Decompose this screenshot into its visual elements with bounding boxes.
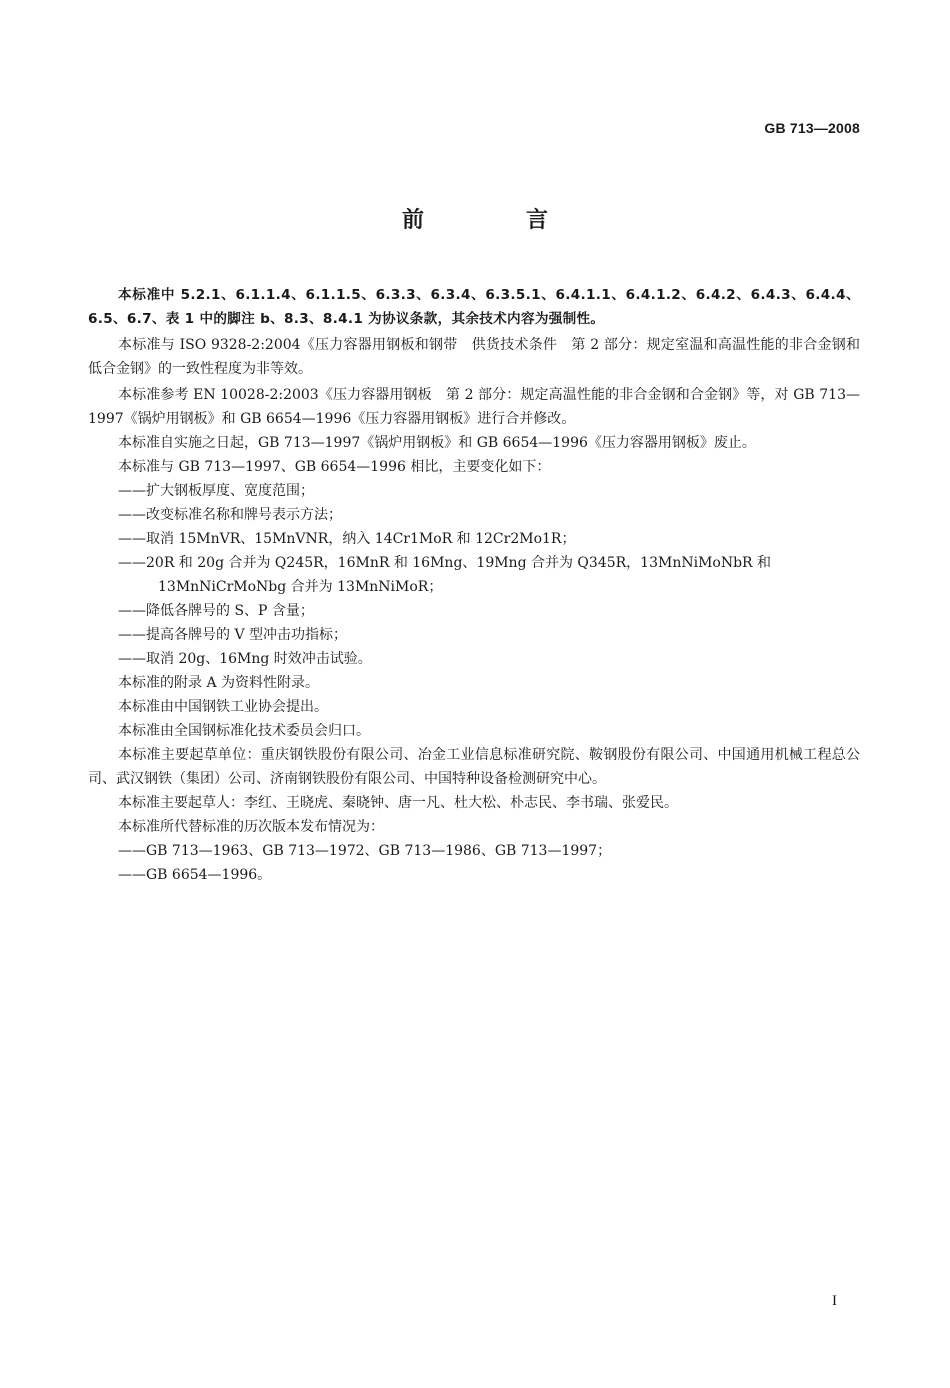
history-list	[88, 839, 860, 887]
supersede-paragraph: 本标准自实施之日起，GB 713—1997《锅炉用钢板》和 GB 6654—1996《压力容器用钢板》废止。	[118, 435, 756, 451]
list-item: ——GB 6654—1996。	[118, 867, 272, 883]
list-item: ——改变标准名称和牌号表示方法；	[118, 507, 342, 523]
changes-list	[88, 479, 860, 671]
list-item: ——取消 15MnVR、15MnVNR，纳入 14Cr1MoR 和 12Cr2Mo1R；	[118, 531, 576, 547]
changes-intro-paragraph: 本标准与 GB 713—1997、GB 6654—1996 相比，主要变化如下：	[118, 459, 551, 475]
drafters-paragraph: 本标准主要起草人：李红、王晓虎、秦晓钟、唐一凡、杜大松、朴志民、李书瑞、张爱民。	[118, 795, 678, 811]
proposer-paragraph: 本标准由中国钢铁工业协会提出。	[118, 699, 328, 715]
list-item: ——取消 20g、16Mng 时效冲击试验。	[118, 651, 372, 667]
list-item: ——GB 713—1963、GB 713—1972、GB 713—1986、GB 713—1997；	[118, 843, 612, 859]
list-item	[88, 551, 860, 599]
page-title: 前 言	[401, 208, 588, 233]
history-intro-paragraph: 本标准所代替标准的历次版本发布情况为：	[118, 819, 384, 835]
document-code: GB 713—2008	[764, 120, 860, 136]
document-body	[88, 283, 860, 887]
list-item-continuation: 13MnNiCrMoNbg 合并为 13MnNiMoR；	[158, 579, 443, 595]
list-item: ——降低各牌号的 S、P 含量；	[118, 603, 314, 619]
appendix-paragraph: 本标准的附录 A 为资料性附录。	[118, 675, 320, 691]
page-number: I	[832, 1293, 837, 1309]
iso-equivalence-paragraph: 本标准与 ISO 9328-2:2004《压力容器用钢板和钢带 供货技术条件 第 2 部分：规定室温和高温性能的非合金钢和低合金钢》的一致性程度为非等效。	[88, 337, 860, 377]
administration-paragraph: 本标准由全国钢标准化技术委员会归口。	[118, 723, 370, 739]
list-item: ——提高各牌号的 V 型冲击功指标；	[118, 627, 348, 643]
drafting-units-paragraph: 本标准主要起草单位：重庆钢铁股份有限公司、冶金工业信息标准研究院、鞍钢股份有限公司、中国通用机械工程总公司、武汉钢铁（集团）公司、济南钢铁股份有限公司、中国特种设备检测研究中心。	[88, 747, 860, 787]
en-reference-paragraph: 本标准参考 EN 10028-2:2003《压力容器用钢板 第 2 部分：规定高温性能的非合金钢和合金钢》等，对 GB 713—1997《锅炉用钢板》和 GB 6654—1996《压力容器用钢板》进行合并修改。	[88, 387, 860, 427]
clause-statement-paragraph: 本标准中 5.2.1、6.1.1.4、6.1.1.5、6.3.3、6.3.4、6.3.5.1、6.4.1.1、6.4.1.2、6.4.2、6.4.3、6.4.4、6.5、6.7、表 1 中的脚注 b、8.3、8.4.1 为协议条款，其余技术内容为强制性。	[88, 287, 860, 327]
list-item: ——扩大钢板厚度、宽度范围；	[118, 483, 314, 499]
list-item-text: ——20R 和 20g 合并为 Q245R，16MnR 和 16Mng、19Mng 合并为 Q345R，13MnNiMoNbR 和	[118, 555, 772, 571]
